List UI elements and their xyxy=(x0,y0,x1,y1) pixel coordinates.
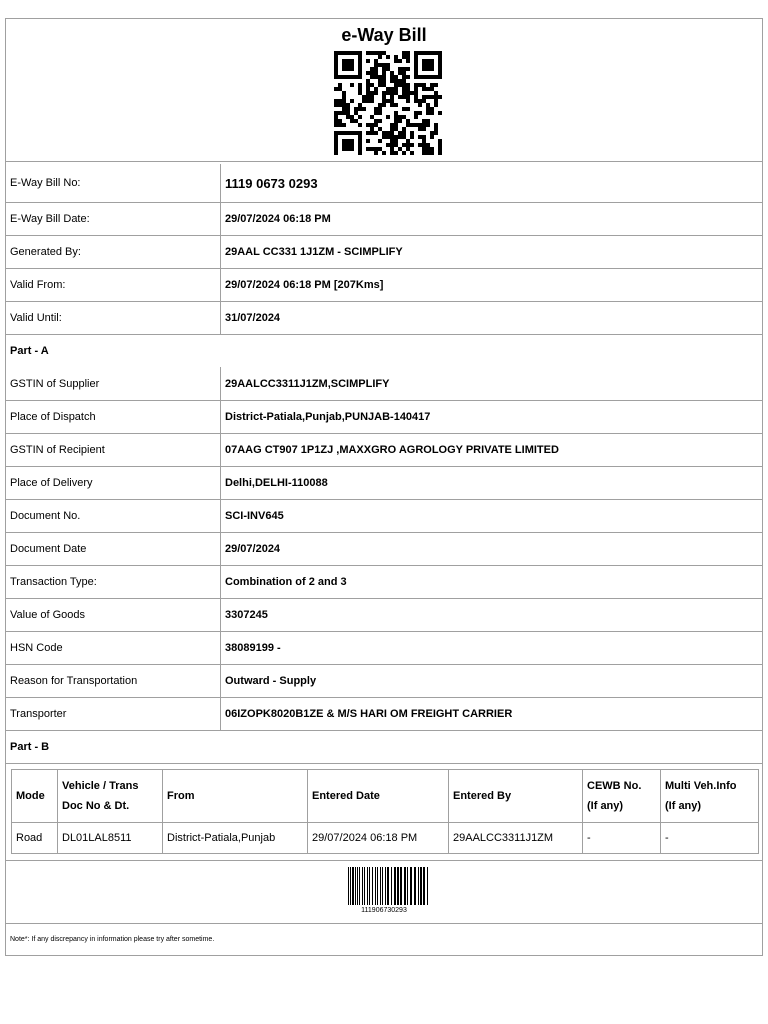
field-label: GSTIN of Supplier xyxy=(6,367,221,400)
part-b-table xyxy=(6,763,762,860)
field-value: 1119 0673 0293 xyxy=(225,175,318,191)
eway-bill-sheet xyxy=(5,18,763,956)
field-value: 29/07/2024 06:18 PM xyxy=(225,213,331,225)
part-a-row xyxy=(6,598,762,631)
table-cell: 29/07/2024 06:18 PM xyxy=(308,823,449,854)
vehicle-table-header xyxy=(12,770,759,823)
field-value: 31/07/2024 xyxy=(225,312,281,324)
field-value: Delhi,DELHI-110088 xyxy=(225,477,328,489)
field-label: E-Way Bill No: xyxy=(6,164,221,202)
field-value: 3307245 xyxy=(225,609,268,621)
column-header xyxy=(449,770,583,823)
part-a-row xyxy=(6,499,762,532)
table-cell: DL01LAL8511 xyxy=(58,823,163,854)
part-a-row xyxy=(6,400,762,433)
column-header xyxy=(12,770,58,823)
field-label: Generated By: xyxy=(6,236,221,268)
table-cell: 29AALCC3311J1ZM xyxy=(449,823,583,854)
detail-row xyxy=(6,164,762,202)
field-value: 29/07/2024 xyxy=(225,543,281,555)
table-cell: District-Patiala,Punjab xyxy=(163,823,308,854)
column-header xyxy=(583,770,661,823)
field-label: Valid Until: xyxy=(6,302,221,334)
column-header xyxy=(308,770,449,823)
part-a-table xyxy=(6,367,762,730)
field-value: 06IZOPK8020B1ZE & M/S HARI OM FREIGHT CARRIER xyxy=(225,708,513,720)
column-header-text: (If any) xyxy=(665,800,702,812)
field-label: Document No. xyxy=(6,500,221,532)
part-a-row xyxy=(6,433,762,466)
barcode-number: 111906730293 xyxy=(361,907,407,914)
field-label: Transporter xyxy=(6,698,221,730)
field-value: 29AAL CC331 1J1ZM - SCIMPLIFY xyxy=(225,246,403,258)
field-label: Place of Delivery xyxy=(6,467,221,499)
table-cell: - xyxy=(661,823,759,854)
barcode-icon xyxy=(346,867,432,905)
part-a-row xyxy=(6,697,762,730)
column-header-text: Vehicle / Trans xyxy=(62,780,139,792)
field-value: Combination of 2 and 3 xyxy=(225,576,347,588)
column-header xyxy=(163,770,308,823)
field-label: Document Date xyxy=(6,533,221,565)
field-label: HSN Code xyxy=(6,632,221,664)
field-label: Transaction Type: xyxy=(6,566,221,598)
column-header-text: Entered By xyxy=(453,790,512,802)
part-a-row xyxy=(6,565,762,598)
eway-bill-header xyxy=(6,19,762,162)
column-header-text: From xyxy=(167,790,195,802)
field-value: District-Patiala,Punjab,PUNJAB-140417 xyxy=(225,411,431,423)
column-header-text: CEWB No. xyxy=(587,780,642,792)
detail-row xyxy=(6,301,762,334)
part-a-row xyxy=(6,367,762,400)
part-b-heading: Part - B xyxy=(6,730,762,763)
part-a-row xyxy=(6,631,762,664)
field-label: E-Way Bill Date: xyxy=(6,203,221,235)
table-row xyxy=(12,823,759,854)
column-header-text: Multi Veh.Info xyxy=(665,780,737,792)
column-header-text: Mode xyxy=(16,790,45,802)
field-label: Valid From: xyxy=(6,269,221,301)
table-cell: Road xyxy=(12,823,58,854)
field-value: 07AAG CT907 1P1ZJ ,MAXXGRO AGROLOGY PRIVATE LIMITED xyxy=(225,444,559,456)
part-a-row xyxy=(6,664,762,697)
column-header xyxy=(58,770,163,823)
field-label: Place of Dispatch xyxy=(6,401,221,433)
column-header-text: Entered Date xyxy=(312,790,380,802)
field-label: Value of Goods xyxy=(6,599,221,631)
part-a-row xyxy=(6,532,762,565)
detail-row xyxy=(6,202,762,235)
detail-row xyxy=(6,235,762,268)
field-label: Reason for Transportation xyxy=(6,665,221,697)
barcode xyxy=(6,860,762,923)
field-value: 29AALCC3311J1ZM,SCIMPLIFY xyxy=(225,377,390,390)
bill-details xyxy=(6,164,762,334)
column-header-text: (If any) xyxy=(587,800,624,812)
qr-code-icon xyxy=(334,51,442,155)
field-value: 29/07/2024 06:18 PM [207Kms] xyxy=(225,279,384,291)
field-label: GSTIN of Recipient xyxy=(6,434,221,466)
part-a-heading: Part - A xyxy=(6,334,762,367)
page-title: e-Way Bill xyxy=(341,25,427,45)
note-text: Note*: If any discrepancy in information please try after sometime. xyxy=(6,923,762,955)
column-header-text: Doc No & Dt. xyxy=(62,800,130,812)
field-value: SCI-INV645 xyxy=(225,510,284,522)
detail-row xyxy=(6,268,762,301)
field-value: Outward - Supply xyxy=(225,675,317,687)
part-a-row xyxy=(6,466,762,499)
field-value: 38089199 - xyxy=(225,642,281,654)
table-cell: - xyxy=(583,823,661,854)
column-header xyxy=(661,770,759,823)
